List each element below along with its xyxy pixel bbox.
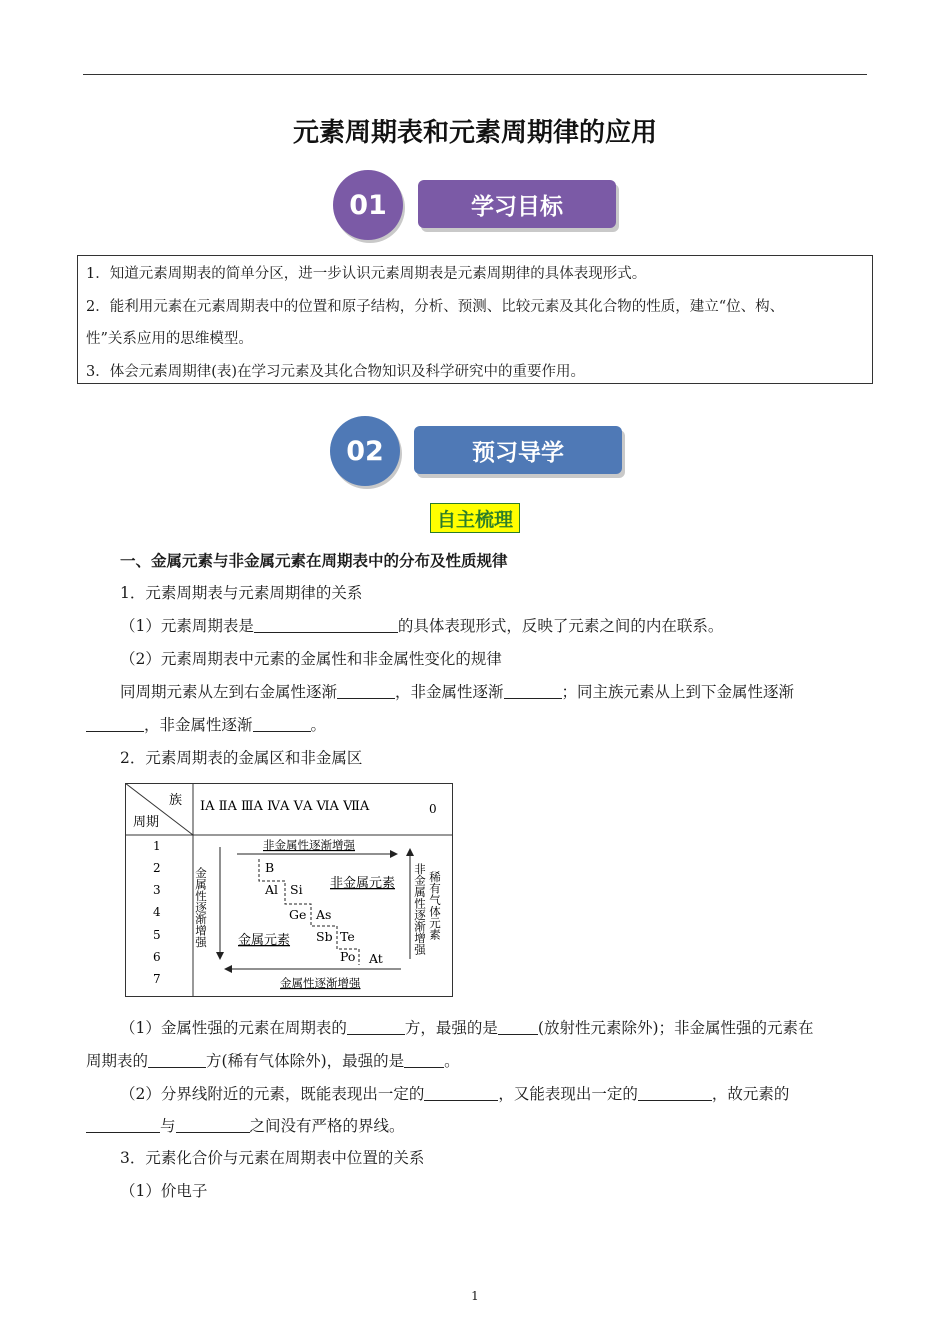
periodic-table-figure — [125, 783, 453, 997]
item-1-3: 同周期元素从左到右金属性逐渐 ，非金属性逐渐 ；同主族元素从上到下金属性逐渐 — [120, 683, 795, 701]
element-symbol: Po — [340, 949, 356, 964]
page-number: 1 — [471, 1289, 479, 1303]
answer-blank[interactable] — [504, 684, 562, 699]
rare-gas-label: 稀有气体元素 — [428, 871, 442, 940]
answer-blank[interactable] — [424, 1086, 498, 1101]
page-title: 元素周期表和元素周期律的应用 — [292, 118, 657, 148]
answer-blank[interactable] — [347, 1020, 405, 1035]
item-2-2: （2）分界线附近的元素，既能表现出一定的 ，又能表现出一定的 ，故元素的 — [120, 1085, 790, 1103]
item-2-1: （1）金属性强的元素在周期表的 方，最强的是 (放射性元素除外)；非金属性强的元素在 — [120, 1019, 814, 1037]
top-arrow-label: 非金属性逐渐增强 — [263, 838, 355, 852]
left-arrow-label: 金属性逐渐增强 — [194, 867, 208, 948]
answer-blank[interactable] — [254, 618, 398, 633]
section-label: 学习目标 — [418, 180, 616, 228]
section-number: 01 — [333, 170, 403, 240]
group-labels: ⅠA ⅡA ⅢA ⅣA ⅤA ⅥA ⅦA — [200, 799, 370, 814]
group-zero-label: 0 — [429, 802, 437, 816]
element-symbol: B — [265, 860, 275, 875]
answer-blank[interactable] — [337, 684, 395, 699]
goal-2: 2．能利用元素在元素周期表中的位置和原子结构，分析、预测、比较元素及其化合物的性质，建立“位、构、 — [86, 298, 785, 315]
element-symbol: Sb — [316, 929, 333, 944]
answer-blank[interactable] — [253, 717, 311, 732]
element-symbol: As — [316, 907, 332, 922]
periodic-table-svg — [125, 783, 453, 997]
answer-blank[interactable] — [498, 1020, 538, 1035]
goal-2-cont: 性”关系应用的思维模型。 — [86, 331, 253, 347]
metal-region-label: 金属元素 — [238, 933, 291, 948]
item-3: 3．元素化合价与元素在周期表中位置的关系 — [120, 1149, 425, 1167]
period-label: 4 — [153, 905, 161, 919]
corner-group-label: 族 — [169, 793, 183, 808]
period-label: 1 — [153, 839, 161, 853]
answer-blank[interactable] — [404, 1053, 444, 1068]
answer-blank[interactable] — [86, 1118, 160, 1133]
learning-goals-box — [77, 255, 873, 384]
item-1-3-cont: ，非金属性逐渐 。 — [86, 713, 326, 735]
period-labels — [153, 839, 161, 986]
goal-1: 1．知道元素周期表的简单分区，进一步认识元素周期表是元素周期律的具体表现形式。 — [86, 266, 647, 282]
item-2-2-cont: 与 之间没有严格的界线。 — [86, 1114, 405, 1136]
right-arrow-label: 非金属性逐渐增强 — [413, 863, 427, 955]
element-symbol: Si — [290, 882, 303, 897]
period-label: 2 — [153, 861, 161, 875]
element-symbol: Al — [265, 882, 279, 897]
section-number: 02 — [330, 416, 400, 486]
element-symbol: At — [369, 951, 383, 966]
item-2-1-cont: 周期表的 方(稀有气体除外)，最强的是 。 — [86, 1052, 460, 1070]
corner-period-label: 周期 — [133, 815, 160, 830]
period-label: 6 — [153, 950, 161, 964]
period-label: 3 — [153, 883, 161, 897]
answer-blank[interactable] — [638, 1086, 712, 1101]
element-symbol: Ge — [289, 907, 307, 922]
element-symbol: Te — [340, 929, 355, 944]
answer-blank[interactable] — [86, 717, 144, 732]
item-3-1: （1）价电子 — [120, 1182, 208, 1200]
item-2: 2．元素周期表的金属区和非金属区 — [120, 749, 363, 767]
answer-blank[interactable] — [148, 1053, 206, 1068]
heading-1: 一、金属元素与非金属元素在周期表中的分布及性质规律 — [120, 552, 508, 570]
period-label: 5 — [153, 928, 161, 942]
period-label: 7 — [153, 972, 161, 986]
nonmetal-region-label: 非金属元素 — [330, 876, 396, 891]
self-study-badge: 自主梳理 — [430, 503, 520, 533]
item-1-2: （2）元素周期表中元素的金属性和非金属性变化的规律 — [120, 650, 502, 668]
item-1-1: （1）元素周期表是 的具体表现形式，反映了元素之间的内在联系。 — [120, 617, 724, 635]
header-rule — [83, 74, 867, 75]
item-1: 1．元素周期表与元素周期律的关系 — [120, 584, 363, 602]
answer-blank[interactable] — [176, 1118, 250, 1133]
bottom-arrow-label: 金属性逐渐增强 — [280, 976, 361, 990]
goal-3: 3．体会元素周期律(表)在学习元素及其化合物知识及科学研究中的重要作用。 — [86, 363, 586, 380]
section-label: 预习导学 — [414, 426, 622, 474]
